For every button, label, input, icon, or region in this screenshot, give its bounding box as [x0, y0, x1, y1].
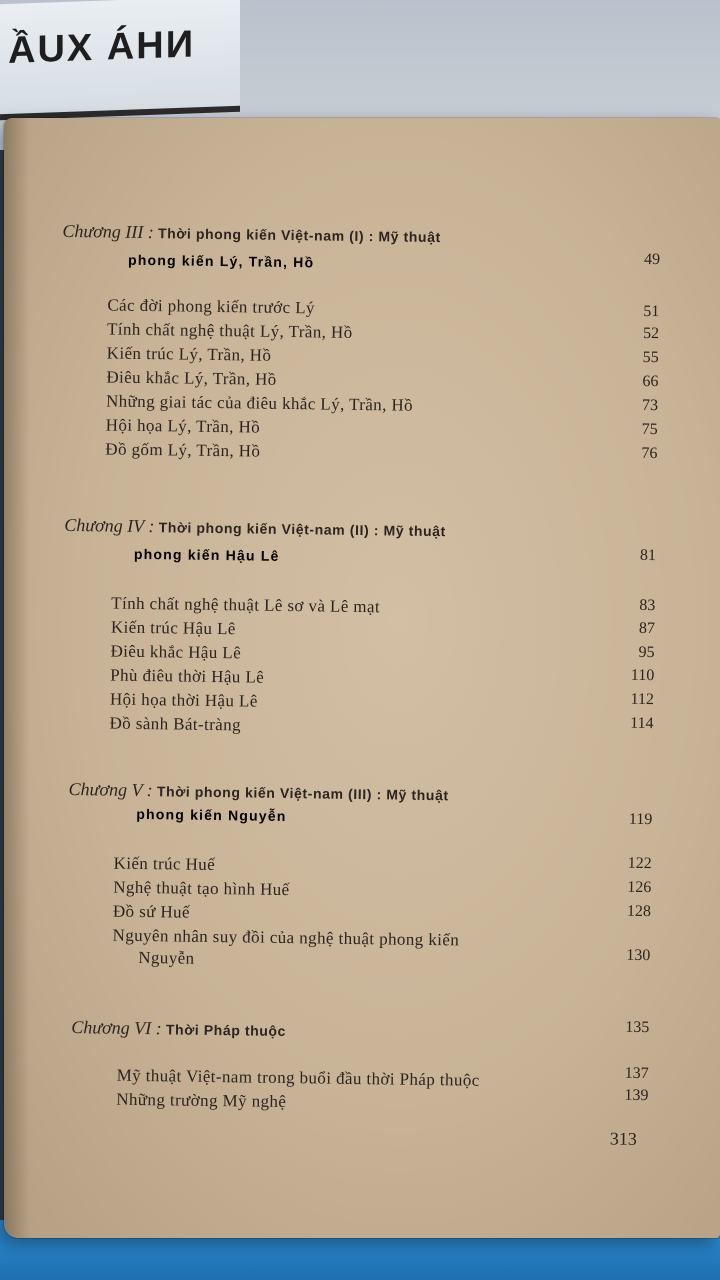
chapter-title: Thời phong kiến Việt-nam (I) : Mỹ thuật: [157, 225, 441, 246]
toc-entry-page: 122: [627, 854, 652, 873]
page-number: 313: [609, 1128, 637, 1149]
toc-entry: Hội họa Lý, Trần, Hồ: [105, 415, 261, 437]
book-spine-text: NHÀ XUẤ: [6, 23, 194, 72]
toc-entry: Kiến trúc Lý, Trần, Hồ: [106, 343, 272, 365]
background-book: [0, 0, 240, 120]
chapter-label: Chương III :: [62, 220, 154, 243]
toc-entry: Hội họa thời Hậu Lê: [109, 689, 258, 711]
chapter-title: Thời phong kiến Việt-nam (III) : Mỹ thuật: [156, 783, 449, 804]
table-of-contents: [0, 118, 720, 1248]
chapter-label: Chương VI :: [71, 1017, 162, 1039]
toc-entry: Nguyên nhân suy đồi của nghệ thuật phong kiến: [112, 925, 460, 950]
toc-entry-page: 128: [626, 902, 652, 921]
toc-entry-page: 83: [639, 596, 656, 615]
toc-entry-page: 75: [641, 420, 658, 439]
toc-entry: Kiến trúc Huế: [113, 853, 216, 875]
toc-entry-page: 73: [641, 396, 659, 415]
toc-entry: Những giai tác của điêu khắc Lý, Trần, Hồ: [105, 391, 414, 415]
toc-entry: Đồ sành Bát-tràng: [109, 713, 242, 735]
toc-entry-page: 110: [630, 666, 655, 685]
toc-entry: Nghệ thuật tạo hình Huế: [113, 877, 290, 900]
chapter-heading: [62, 221, 441, 247]
chapter-title-continued: phong kiến Hậu Lê: [133, 545, 280, 564]
chapter-title-continued: phong kiến Nguyễn: [136, 805, 287, 825]
toc-entry: Các đời phong kiến trước Lý: [107, 295, 315, 318]
toc-entry-page: 66: [642, 372, 659, 391]
toc-entry-page: 130: [626, 946, 651, 965]
chapter-page-number: 135: [625, 1018, 650, 1037]
toc-entry-page: 126: [627, 878, 652, 897]
toc-entry-page: 137: [624, 1064, 649, 1083]
toc-entry: Mỹ thuật Việt-nam trong buổi đầu thời Pháp thuộc: [116, 1065, 480, 1090]
chapter-heading: [64, 515, 446, 541]
chapter-page-number: 81: [639, 546, 657, 565]
toc-entry: Phù điêu thời Hậu Lê: [110, 665, 265, 687]
toc-entry-page: 95: [638, 643, 655, 662]
chapter-label: Chương V :: [68, 778, 153, 801]
toc-entry-page: 52: [642, 324, 660, 343]
chapter-title: Thời Pháp thuộc: [165, 1021, 287, 1040]
toc-entry-page: 76: [641, 444, 658, 463]
chapter-heading: [68, 779, 448, 805]
toc-entry: Kiến trúc Hậu Lê: [110, 617, 236, 639]
toc-entry-page: 51: [643, 302, 660, 321]
toc-entry-page: 139: [624, 1086, 649, 1105]
toc-entry-page: 114: [630, 714, 654, 733]
toc-entry: Điêu khắc Hậu Lê: [110, 641, 242, 663]
chapter-heading: [71, 1017, 286, 1041]
toc-entry: Điêu khắc Lý, Trần, Hồ: [106, 367, 277, 389]
toc-entry-page: 112: [630, 690, 655, 709]
chapter-title: Thời phong kiến Việt-nam (II) : Mỹ thuật: [158, 519, 446, 540]
toc-entry-continued: Nguyễn: [138, 947, 195, 968]
chapter-page-number: 49: [643, 250, 661, 269]
toc-entry: Những trường Mỹ nghệ: [116, 1089, 287, 1112]
toc-entry: Tính chất nghệ thuật Lê sơ và Lê mạt: [111, 593, 381, 617]
toc-entry-page: 87: [638, 619, 656, 638]
book-page: [4, 118, 720, 1238]
toc-entry: Đồ sứ Huế: [112, 901, 191, 922]
chapter-title-continued: phong kiến Lý, Trần, Hồ: [127, 251, 315, 271]
chapter-page-number: 119: [628, 810, 653, 829]
chapter-label: Chương IV :: [64, 514, 155, 537]
toc-entry: Tính chất nghệ thuật Lý, Trần, Hồ: [106, 319, 353, 342]
toc-entry-page: 55: [642, 348, 659, 367]
toc-entry: Đồ gốm Lý, Trần, Hồ: [105, 439, 261, 461]
